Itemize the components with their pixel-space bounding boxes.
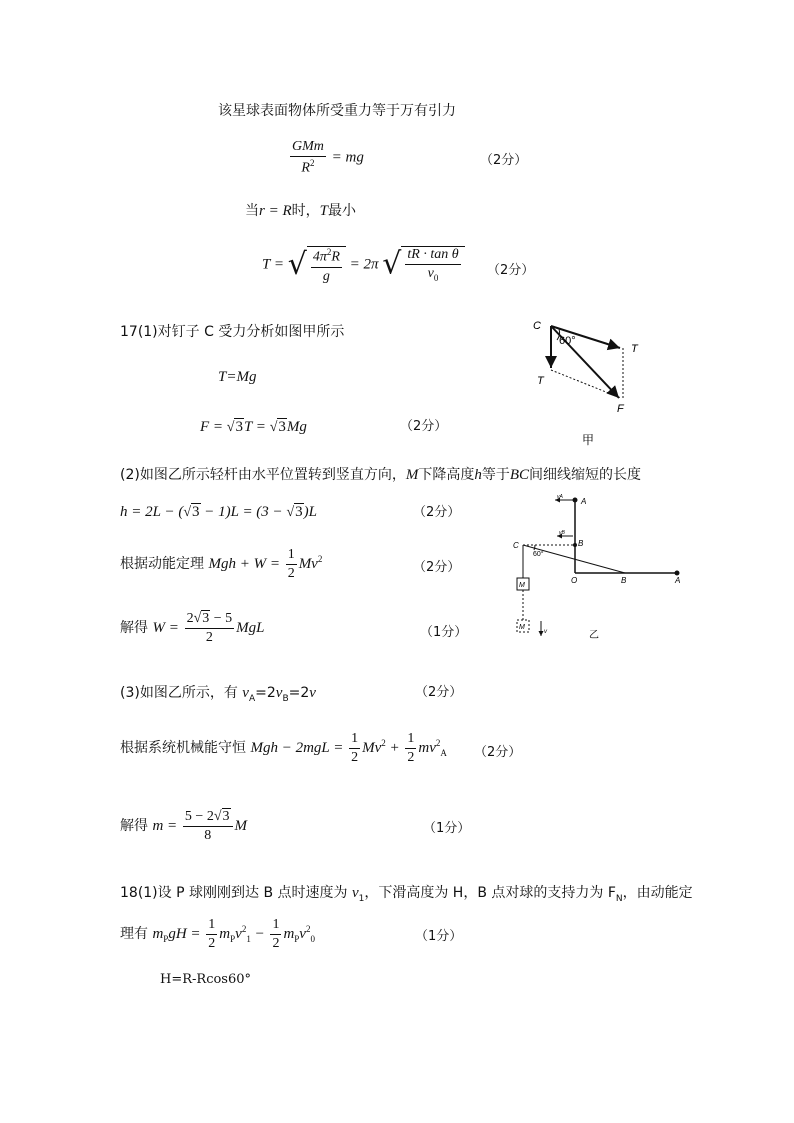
- m-final-label: M: [519, 624, 525, 631]
- tension-down-label: T: [537, 375, 544, 387]
- c-label: C: [513, 541, 519, 550]
- q17-part1-text: 17(1)对钉子 C 受力分析如图甲所示: [120, 324, 345, 340]
- equation-tension: T=Mg: [218, 369, 257, 385]
- angle-label: 60°: [559, 335, 576, 347]
- point-a-top: [573, 498, 578, 503]
- o-label: O: [571, 576, 578, 585]
- figure-caption: 甲: [582, 433, 595, 447]
- equation-force: F = √3T = √3Mg: [200, 419, 307, 435]
- score-label: （1分）: [423, 821, 471, 836]
- equation-energy-conservation: 根据系统机械能守恒 Mgh − 2mgL = $\frac{1}{2}$ Mv$^2$ + $\frac{1}{2}$ $mv^2_A$: [120, 731, 447, 765]
- equation-gravity: $\frac{\text{GMm}}{R^2}$ = mg: [292, 139, 364, 176]
- angle-label: 60°: [533, 551, 544, 558]
- figure-caption: 乙: [589, 630, 599, 640]
- score-label: （2分）: [474, 745, 522, 760]
- b-mid-label: B: [578, 539, 584, 548]
- equation-kinetic-p: 理有 $m_PgH$ = $\frac{1}{2}$ $m_Pv^2_1$ − $\frac{1}{2}$ $m_Pv^2_0$: [120, 917, 315, 951]
- v-label: v: [544, 629, 547, 635]
- tension-right-label: T: [631, 343, 638, 355]
- a-label: A: [675, 576, 681, 585]
- score-label: （2分）: [400, 419, 448, 434]
- score-label: （2分）: [487, 263, 535, 278]
- va-label: vA: [557, 494, 563, 500]
- b-label: B: [621, 576, 627, 585]
- point-a-end: [675, 571, 680, 576]
- point-b-mid: [573, 543, 577, 547]
- score-label: （2分）: [413, 505, 461, 520]
- score-label: （2分）: [413, 560, 461, 575]
- equation-period: T = √ $\frac{4\pi^2R}{g}$ = 2π √ $\frac{\text{tR · tan θ}}{v_0}$: [262, 246, 465, 284]
- intro-text: 该星球表面物体所受重力等于万有引力: [218, 103, 456, 119]
- equation-work-energy: 根据动能定理 Mgh + W = $\frac{1}{2}$ Mv$^2$: [120, 547, 323, 581]
- point-c-label: C: [533, 320, 541, 332]
- condition-text: 当r = R时，T最小: [245, 203, 356, 219]
- figure-yi: [505, 490, 695, 640]
- q18-part1-text: 18(1)设 P 球刚刚到达 B 点时速度为 $v_1$，下滑高度为 H，B 点对球的支持力为 $F_N$，由动能定: [120, 885, 693, 904]
- equation-mass-result: 解得 m = $\frac{5 - 2√3}{8}$ M: [120, 809, 248, 843]
- score-label: （2分）: [415, 685, 463, 700]
- equation-height: h = 2L − (√3 − 1)L = (3 − √3)L: [120, 504, 317, 520]
- force-label: F: [617, 403, 624, 415]
- string-cb: [523, 545, 625, 573]
- score-label: （2分）: [480, 153, 528, 168]
- score-label: （1分）: [415, 929, 463, 944]
- equation-work-result: 解得 W = $\frac{2√3 - 5}{2}$ MgL: [120, 611, 265, 645]
- m-label: M: [519, 582, 525, 589]
- score-label: （1分）: [420, 625, 468, 640]
- figure-jia: [525, 312, 645, 447]
- q17-part3-text: (3)如图乙所示，有 $v_A=2v_B=2v$: [120, 685, 316, 704]
- q17-part2-text: (2)如图乙所示轻杆由水平位置转到竖直方向，M下降高度h等于BC间细线缩短的长度: [120, 467, 642, 483]
- dashed-base: [551, 370, 621, 398]
- a-top-label: A: [581, 497, 587, 506]
- equation-height-h: H=R-Rcos60°: [160, 972, 252, 987]
- vb-label: vB: [559, 530, 565, 536]
- angle-arc: [534, 545, 535, 550]
